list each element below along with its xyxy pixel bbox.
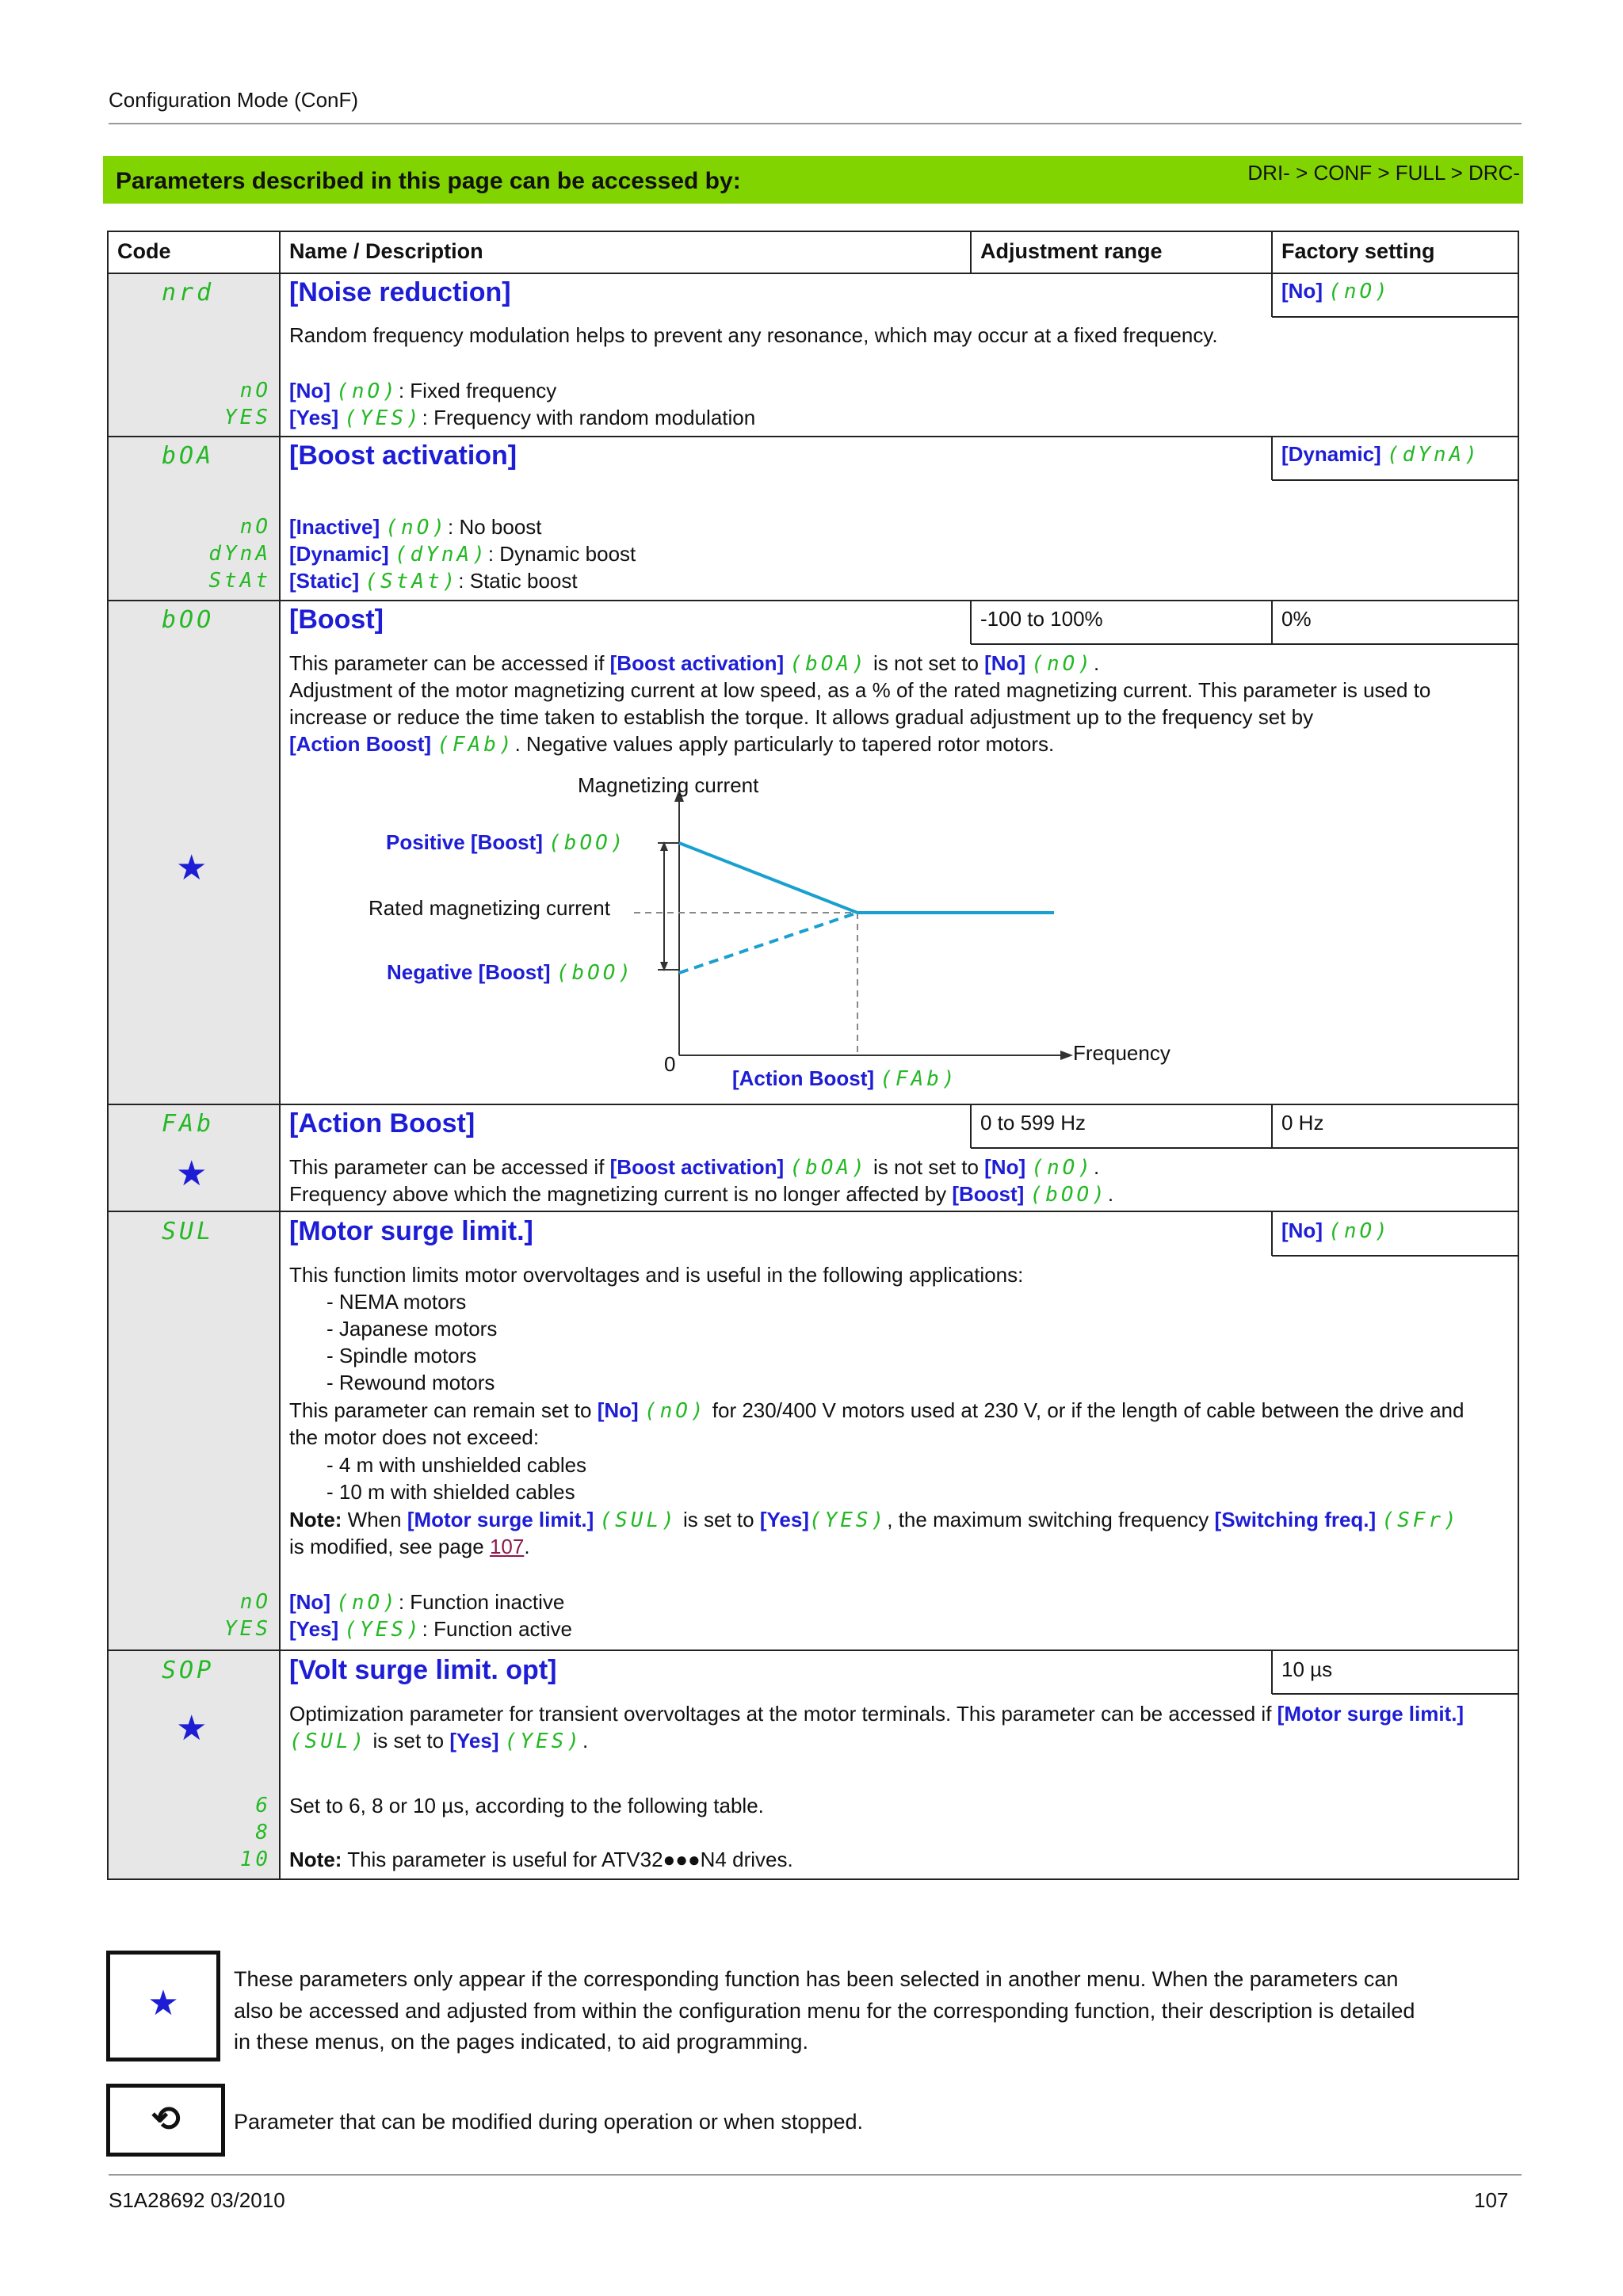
sul-factory: [No] (nO) [1281, 1219, 1391, 1243]
boa-opt-code-1: dYnA [208, 542, 271, 566]
access-path: DRI- > CONF > FULL > DRC- [1247, 161, 1520, 185]
boa-factory: [Dynamic] (dYnA) [1281, 442, 1480, 467]
sul-remain2: the motor does not exceed: [289, 1425, 540, 1449]
fab-line1: This parameter can be accessed if [Boost activation] (bOA) is not set to [No] (nO). [289, 1155, 1100, 1180]
sop-set-text: Set to 6, 8 or 10 µs, according to the following table. [289, 1794, 764, 1817]
header-factory: Factory setting [1281, 239, 1435, 263]
sul-opt-0: [No] (nO): Function inactive [289, 1590, 565, 1615]
sop-line1: Optimization parameter for transient overvoltages at the motor terminals. This parameter can be accessed if [Motor surge limit.] [289, 1702, 1465, 1726]
fab-line2: Frequency above which the magnetizing current is no longer affected by [Boost] (bOO). [289, 1182, 1114, 1207]
boo-line3: increase or reduce the time taken to establish the torque. It allows gradual adjustment up to the frequency set by [289, 705, 1314, 729]
sop-code: SOP [162, 1657, 215, 1684]
fab-star-icon: ★ [176, 1154, 208, 1193]
boa-opt-1: [Dynamic] (dYnA): Dynamic boost [289, 542, 636, 566]
footer-rule [109, 2174, 1522, 2176]
boo-line1: This parameter can be accessed if [Boost activation] (bOA) is not set to [No] (nO). [289, 651, 1100, 676]
negative-boost-line [679, 913, 857, 973]
refresh-icon: ⟲ [151, 2100, 181, 2138]
boo-code: bOO [162, 606, 215, 634]
boa-opt-2: [Static] (StAt): Static boost [289, 569, 578, 593]
sul-app-3: - Rewound motors [327, 1371, 495, 1394]
diagram-fab-label: [Action Boost] (FAb) [732, 1066, 958, 1091]
sop-line2: (SUL) is set to [Yes] (YES). [289, 1729, 589, 1753]
sul-remain: This parameter can remain set to [No] (nO) for 230/400 V motors used at 230 V, or if the length of cable between the drive and [289, 1398, 1465, 1423]
legend-star-text: These parameters only appear if the corresponding function has been selected in another menu. When the parameters can also be accessed and adjusted from within the configuration menu for the corresponding function, their description is detailed in these menus, on the pages indicated, to aid programming. [234, 1967, 1415, 2054]
sop-code-1: 8 [255, 1821, 271, 1844]
boo-factory: 0% [1281, 607, 1312, 631]
header-name: Name / Description [289, 239, 483, 263]
sop-code-2: 10 [239, 1848, 271, 1871]
legend-star-box [106, 1951, 220, 2061]
sul-note2: is modified, see page 107. [289, 1535, 530, 1558]
sul-app-0: - NEMA motors [327, 1290, 467, 1314]
legend-star-icon: ★ [147, 1984, 179, 2023]
fab-code: FAb [162, 1110, 215, 1138]
sop-note: Note: This parameter is useful for ATV32●●●N4 drives. [289, 1848, 793, 1871]
footer-page: 107 [1474, 2188, 1509, 2212]
nrd-opt-0: [No] (nO): Fixed frequency [289, 379, 557, 403]
nrd-opt-code-0: nO [239, 379, 271, 402]
boa-opt-0: [Inactive] (nO): No boost [289, 515, 542, 540]
fab-range: 0 to 599 Hz [980, 1111, 1086, 1135]
header-range: Adjustment range [980, 239, 1163, 263]
sul-note: Note: When [Motor surge limit.] (SUL) is set to [Yes](YES), the maximum switching frequency [Switching freq.] (SFr) [289, 1508, 1460, 1532]
boo-line4: [Action Boost] (FAb). Negative values apply particularly to tapered rotor motors. [289, 732, 1055, 757]
diagram-y-title: Magnetizing current [578, 773, 759, 797]
sul-opt-code-0: nO [239, 1590, 271, 1614]
nrd-desc: Random frequency modulation helps to prevent any resonance, which may occur at a fixed frequency. [289, 323, 1218, 347]
page-link[interactable]: 107 [489, 1535, 525, 1558]
boo-range: -100 to 100% [980, 607, 1103, 631]
boo-star-icon: ★ [176, 849, 208, 887]
page-header: Configuration Mode (ConF) [109, 88, 359, 112]
x-axis-arrow [1060, 1051, 1073, 1060]
nrd-code: nrd [162, 279, 215, 307]
diagram-rated-label: Rated magnetizing current [369, 896, 610, 920]
diagram-zero: 0 [664, 1052, 676, 1076]
positive-boost-line [679, 843, 857, 913]
header-code: Code [117, 239, 171, 263]
fab-factory: 0 Hz [1281, 1111, 1324, 1135]
sul-intro: This function limits motor overvoltages and is useful in the following applications: [289, 1263, 1024, 1287]
boa-opt-code-2: StAt [208, 569, 271, 593]
boa-code: bOA [162, 442, 215, 470]
boo-name: [Boost] [289, 605, 384, 635]
access-label: Parameters described in this page can be accessed by: [116, 168, 741, 194]
sul-opt-1: [Yes] (YES): Function active [289, 1617, 572, 1642]
sul-cable-0: - 4 m with unshielded cables [327, 1453, 587, 1477]
footer-doc: S1A28692 03/2010 [109, 2188, 285, 2212]
sul-opt-code-1: YES [224, 1617, 271, 1641]
legend-modify-text: Parameter that can be modified during operation or when stopped. [234, 2110, 863, 2134]
sul-cable-1: - 10 m with shielded cables [327, 1480, 575, 1504]
sop-code-0: 6 [255, 1794, 271, 1817]
nrd-factory: [No] (nO) [1281, 279, 1391, 303]
boo-line2: Adjustment of the motor magnetizing current at low speed, as a % of the rated magnetizing current. This parameter is used to [289, 678, 1431, 702]
sop-factory: 10 µs [1281, 1657, 1333, 1681]
nrd-name: [Noise reduction] [289, 277, 511, 307]
fab-name: [Action Boost] [289, 1108, 475, 1138]
nrd-opt-code-1: YES [224, 406, 271, 429]
sul-app-1: - Japanese motors [327, 1317, 498, 1341]
diagram-negative-label: Negative [Boost] (bOO) [387, 960, 635, 985]
diagram-x-title: Frequency [1073, 1041, 1170, 1065]
sop-name: [Volt surge limit. opt] [289, 1655, 557, 1685]
sul-app-2: - Spindle motors [327, 1344, 477, 1367]
legend-modify-box [106, 2084, 225, 2157]
diagram-positive-label: Positive [Boost] (bOO) [386, 830, 627, 855]
boa-name: [Boost activation] [289, 441, 517, 471]
sul-name: [Motor surge limit.] [289, 1216, 533, 1246]
sop-star-icon: ★ [176, 1709, 208, 1748]
nrd-opt-1: [Yes] (YES): Frequency with random modulation [289, 406, 756, 430]
boa-opt-code-0: nO [239, 515, 271, 539]
sul-code: SUL [162, 1218, 215, 1245]
